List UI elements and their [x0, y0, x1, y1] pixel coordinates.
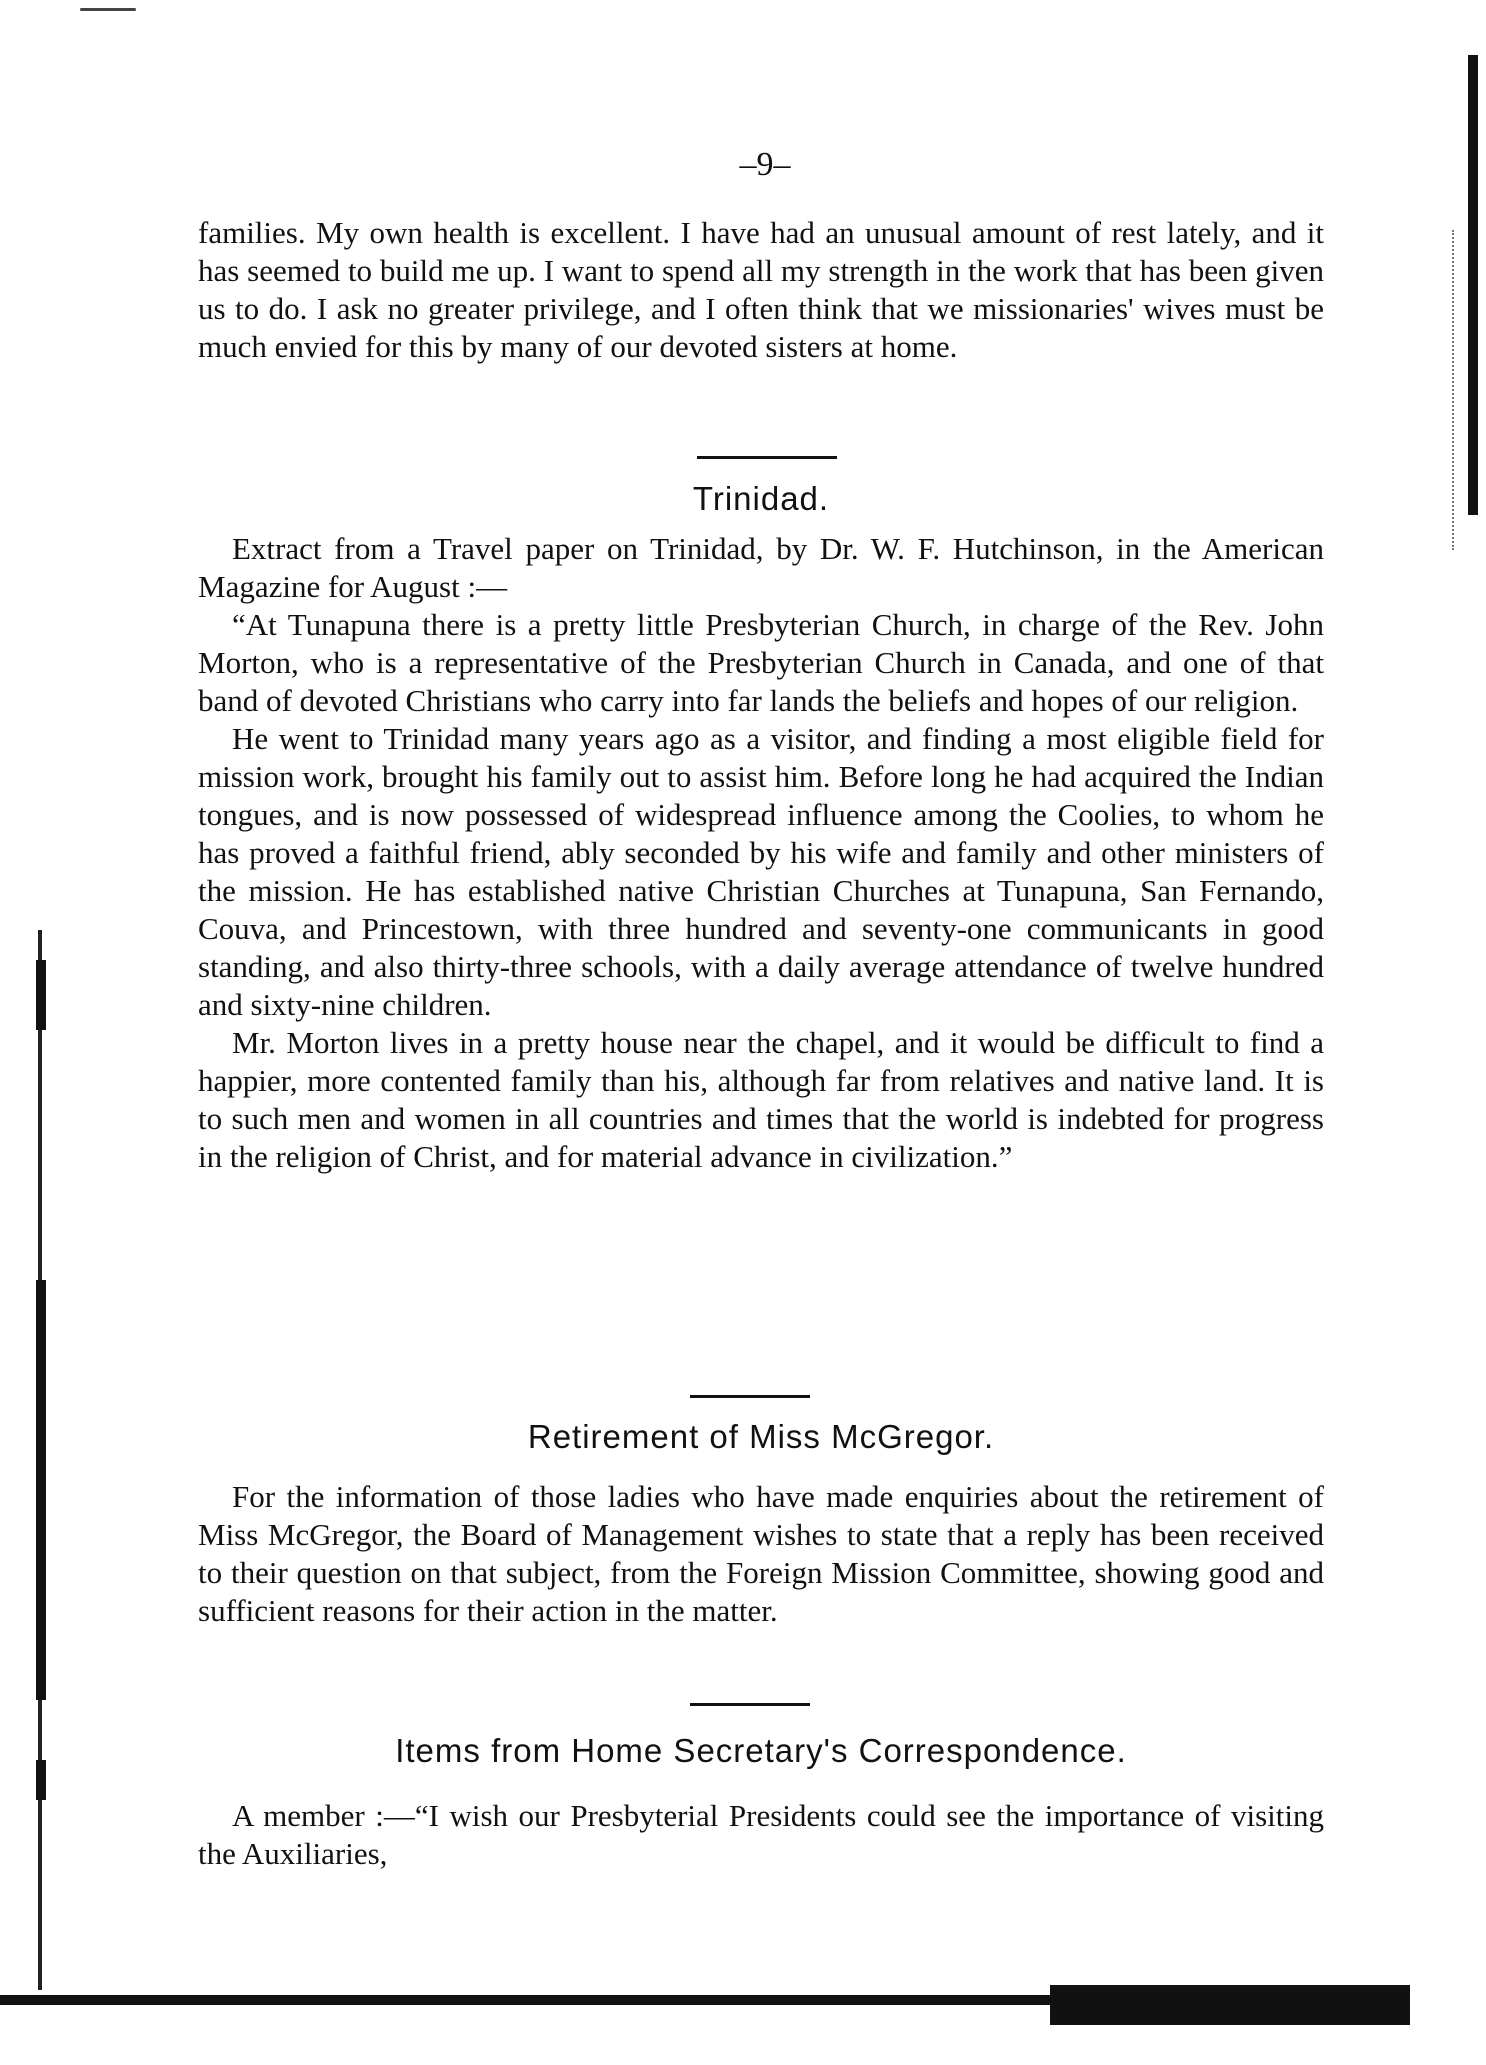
heading-trinidad: Trinidad. — [692, 480, 830, 517]
retirement-text: For the information of those ladies who have made enquiries about the retirement of Miss McGregor, the Board of Management wishes to state that a reply has been received to their question on that subject, from the Foreign Mission Committee, showing good and sufficient reasons for their action in the matter. — [198, 1479, 1324, 1628]
trinidad-paragraph-1: “At Tunapuna there is a pretty little Presbyterian Church, in charge of the Rev. John Morton, who is a representative of the Presbyterian Church in Canada, and one of that band of devoted Christians who carry into far lands the beliefs and hopes of our religion. — [198, 607, 1324, 718]
continuation-paragraph — [198, 214, 1324, 366]
retirement-section — [198, 1478, 1324, 1630]
continuation-text: families. My own health is excellent. I have had an unusual amount of rest lately, and it has seemed to build me up. I want to spend all my strength in the work that has been given us to do. I ask no greater privilege, and I often think that we missionaries' wives must be much envied for this by many of our devoted sisters at home. — [198, 215, 1324, 364]
trinidad-paragraph-3: Mr. Morton lives in a pretty house near the chapel, and it would be difficult to find a happier, more contented family than his, although far from relatives and native land. It is to such men and women in all countries and times that the world is indebted for progress in the religion of Christ, and for material advance in civilization.” — [198, 1025, 1324, 1174]
trinidad-section — [198, 530, 1324, 1176]
section-divider — [690, 1703, 810, 1706]
trinidad-paragraph-2: He went to Trinidad many years ago as a visitor, and finding a most eligible field for mission work, brought his family out to assist him. Before long he had acquired the Indian tongues, and is now possessed of widespread influence among the Coolies, to whom he has proved a faithful friend, ably seconded by his wife and family and other ministers of the mission. He has established native Christian Churches at Tunapuna, San Fernando, Couva, and Princestown, with three hundred and seventy-one communicants in good standing, and also thirty-three schools, with a daily average attendance of twelve hundred and sixty-nine children. — [198, 721, 1324, 1022]
items-section — [198, 1797, 1324, 1873]
scan-left-edge-blot — [36, 960, 46, 1030]
section-divider — [697, 456, 837, 459]
scan-left-edge-blot — [36, 1760, 46, 1800]
trinidad-intro: Extract from a Travel paper on Trinidad, by Dr. W. F. Hutchinson, in the American Magazine for August :— — [198, 531, 1324, 604]
scan-left-edge-blot — [36, 1280, 46, 1700]
scan-right-edge-bar — [1468, 55, 1478, 515]
scan-corner-mark — [80, 8, 136, 11]
scan-right-edge-specks — [1448, 230, 1454, 550]
heading-retirement: Retirement of Miss McGregor. — [527, 1418, 995, 1455]
section-divider — [690, 1395, 810, 1398]
page-number: –9– — [739, 146, 791, 183]
items-text: A member :—“I wish our Presbyterial Presidents could see the importance of visiting the Auxiliaries, — [198, 1798, 1324, 1871]
scan-bottom-edge-thick — [1050, 1985, 1410, 2025]
heading-items: Items from Home Secretary's Correspondence. — [395, 1732, 1127, 1769]
